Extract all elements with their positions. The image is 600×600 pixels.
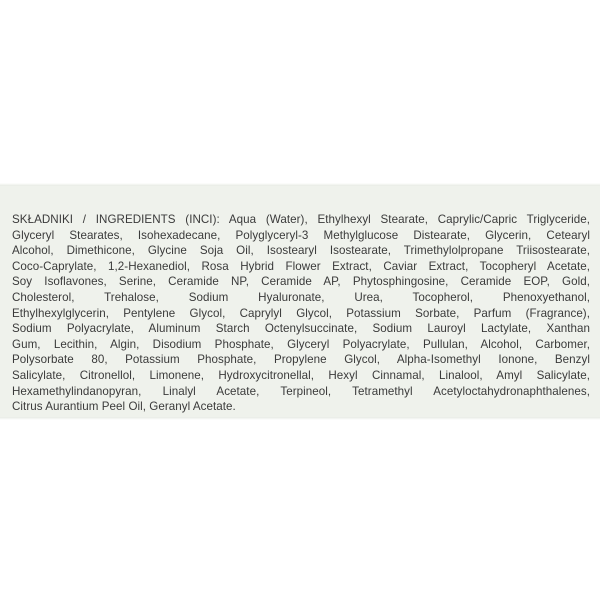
ingredients-line: SKŁADNIKI / INGREDIENTS (INCI): Aqua (Water), Ethylhexyl Stearate, Caprylic/Capric Triglyceride, xyxy=(12,213,590,226)
ingredients-line: Salicylate, Citronellol, Limonene, Hydroxycitronellal, Hexyl Cinnamal, Linalool, Amyl Salicylate, xyxy=(12,368,590,382)
label-bottom-edge xyxy=(0,417,600,420)
ingredients-row xyxy=(12,306,590,322)
ingredients-line: Cholesterol, Trehalose, Sodium Hyaluronate, Urea, Tocopherol, Phenoxyethanol, xyxy=(12,290,590,304)
ingredients-line: Ethylhexylglycerin, Pentylene Glycol, Caprylyl Glycol, Potassium Sorbate, Parfum (Fragrance), xyxy=(12,306,590,320)
ingredients-line: Citrus Aurantium Peel Oil, Geranyl Acetate. xyxy=(12,400,236,414)
ingredients-line: Alcohol, Dimethicone, Glycine Soja Oil, Isostearyl Isostearate, Trimethylolpropane Triisostearate, xyxy=(12,244,590,258)
ingredients-row xyxy=(12,352,590,368)
ingredients-row xyxy=(12,212,590,228)
ingredients-list xyxy=(12,212,590,415)
ingredients-row xyxy=(12,368,590,384)
ingredients-row xyxy=(12,399,590,415)
ingredients-line: Sodium Polyacrylate, Aluminum Starch Octenylsuccinate, Sodium Lauroyl Lactylate, Xanthan xyxy=(12,322,590,336)
ingredients-line: Hexamethylindanopyran, Linalyl Acetate, Terpineol, Tetramethyl Acetyloctahydronaphthalenes, xyxy=(12,384,590,398)
ingredients-row xyxy=(12,274,590,290)
ingredients-row xyxy=(12,321,590,337)
ingredients-line: Soy Isoflavones, Serine, Ceramide NP, Ceramide AP, Phytosphingosine, Ceramide EOP, Gold, xyxy=(12,275,590,289)
ingredients-line: Glyceryl Stearates, Isohexadecane, Polyglyceryl-3 Methylglucose Distearate, Glycerin, Cetearyl xyxy=(12,228,590,242)
ingredients-row xyxy=(12,243,590,259)
ingredients-row xyxy=(12,337,590,353)
label-top-edge xyxy=(0,183,600,186)
ingredients-row xyxy=(12,384,590,400)
ingredients-row xyxy=(12,259,590,275)
ingredients-line: Coco-Caprylate, 1,2-Hexanediol, Rosa Hybrid Flower Extract, Caviar Extract, Tocopheryl Acetate, xyxy=(12,259,590,273)
ingredients-row xyxy=(12,290,590,306)
ingredients-line: Polysorbate 80, Potassium Phosphate, Propylene Glycol, Alpha-Isomethyl Ionone, Benzyl xyxy=(12,353,590,367)
ingredients-row xyxy=(12,228,590,244)
ingredients-line: Gum, Lecithin, Algin, Disodium Phosphate, Glyceryl Polyacrylate, Pullulan, Alcohol, Carbomer, xyxy=(12,337,590,351)
